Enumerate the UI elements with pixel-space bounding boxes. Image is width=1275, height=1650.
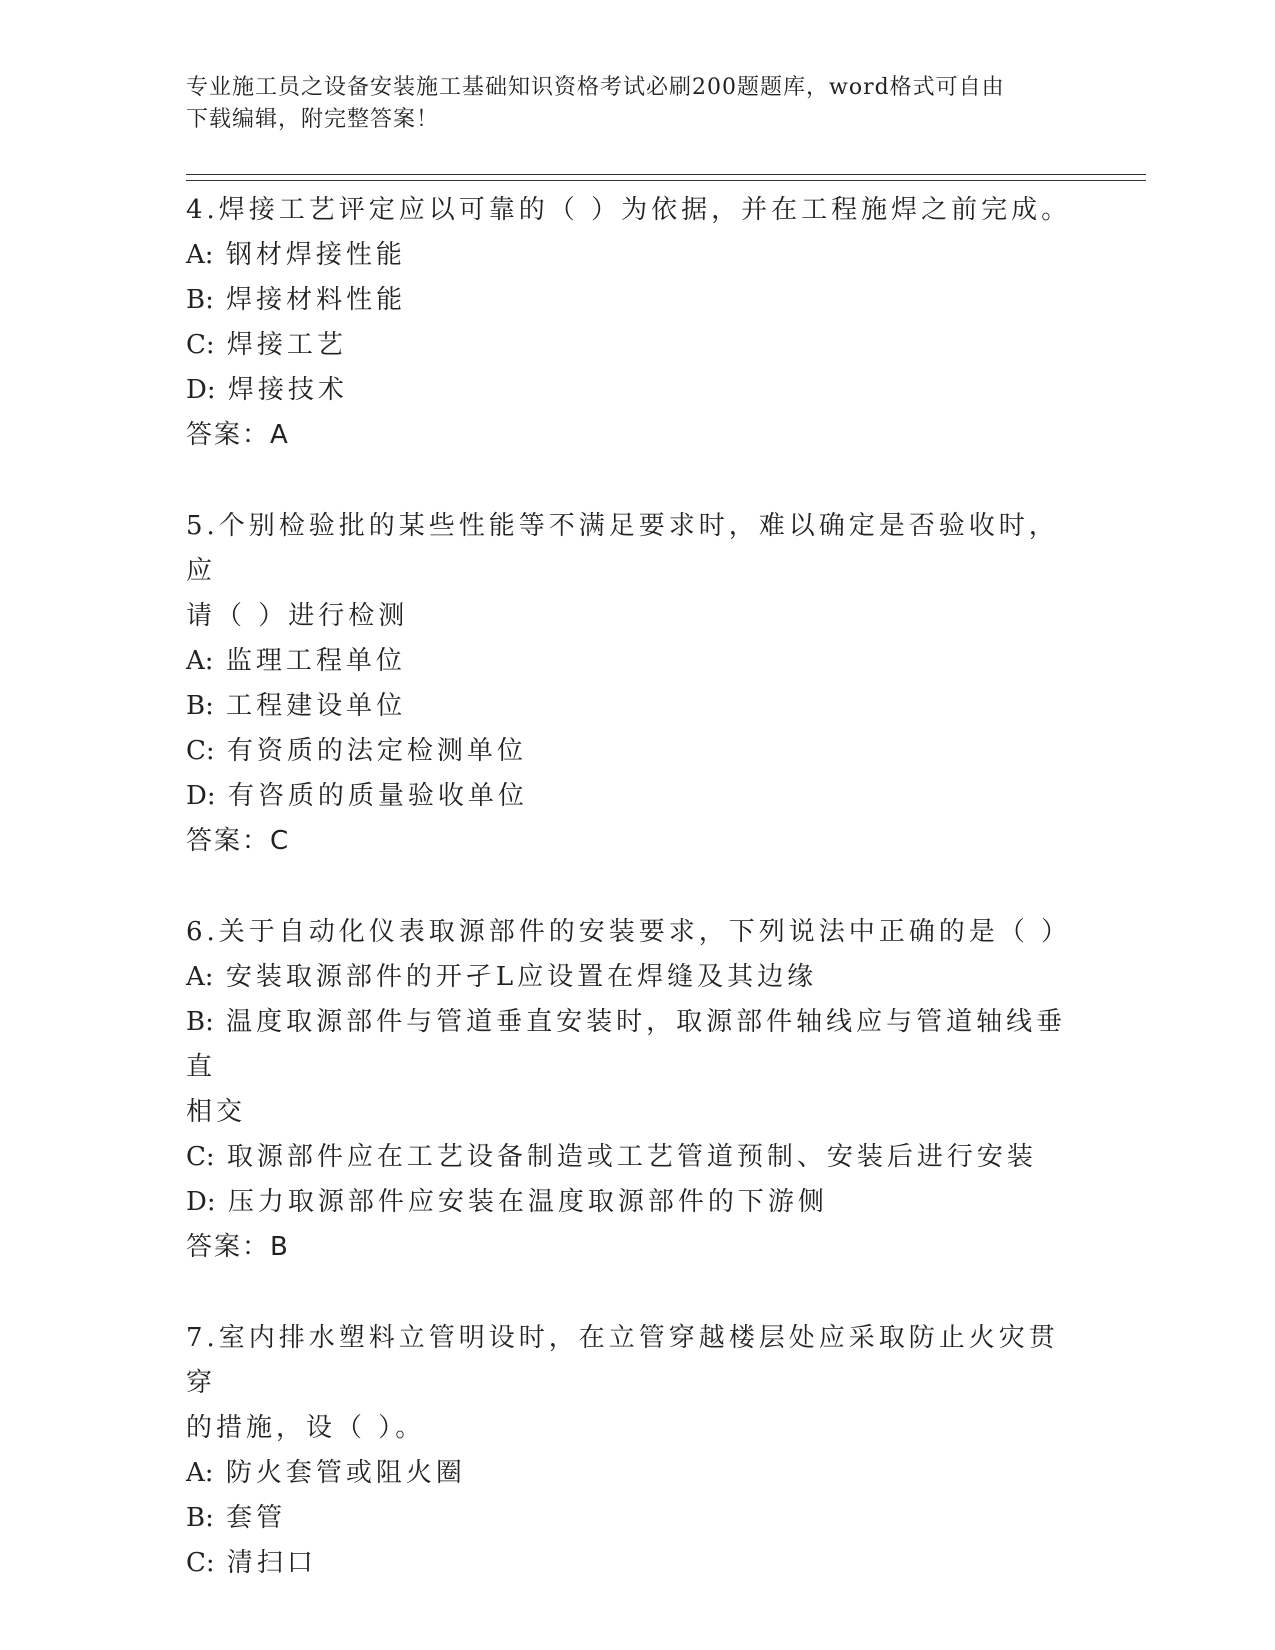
question-stem: 的措施，设（ ）。 (186, 1413, 426, 1443)
option-line (186, 1451, 1086, 1496)
option-letter: B: (186, 1007, 214, 1037)
header-line-1: 专业施工员之设备安装施工基础知识资格考试必刷200题题库，word格式可自由 (186, 75, 1005, 100)
option-line (186, 639, 1086, 684)
document-header (186, 72, 1066, 136)
option-text: 压力取源部件应安装在温度取源部件的下游侧 (227, 1187, 828, 1217)
question-stem: 7.室内排水塑料立管明设时，在立管穿越楼层处应采取防止火灾贯穿 (186, 1323, 1059, 1398)
question-stem: 请（ ）进行检测 (186, 601, 409, 631)
option-text: 钢材焊接性能 (225, 240, 406, 270)
answer-line: 答案：C (186, 826, 291, 856)
option-text: 防火套管或阻火圈 (225, 1458, 466, 1488)
question-stem: 4.焊接工艺评定应以可靠的（ ）为依据，并在工程施焊之前完成。 (186, 195, 1072, 225)
option-line (186, 323, 1086, 368)
option-line (186, 955, 1086, 1000)
option-letter: B: (186, 691, 214, 721)
question-item (186, 1316, 1086, 1586)
option-letter: D: (186, 781, 216, 811)
option-text: 焊接工艺 (226, 330, 347, 360)
header-line-2: 下载编辑，附完整答案！ (186, 107, 440, 132)
option-letter: C: (186, 1142, 215, 1172)
option-line (186, 368, 1086, 413)
option-line (186, 1541, 1086, 1586)
option-text: 温度取源部件与管道垂直安装时，取源部件轴线应与管道轴线垂直 (186, 1007, 1067, 1082)
option-line (186, 774, 1086, 819)
option-line (186, 684, 1086, 729)
header-rule-bottom (186, 180, 1146, 181)
option-text: 监理工程单位 (225, 646, 406, 676)
option-letter: D: (186, 1187, 216, 1217)
option-letter: D: (186, 375, 216, 405)
question-list (186, 188, 1086, 1632)
option-line (186, 233, 1086, 278)
option-text: 工程建设单位 (226, 691, 407, 721)
option-text: 有资质的法定检测单位 (226, 736, 527, 766)
question-stem: 6.关于自动化仪表取源部件的安装要求，下列说法中正确的是（ ） (186, 917, 1072, 947)
option-letter: A: (186, 240, 214, 270)
question-stem: 5.个别检验批的某些性能等不满足要求时，难以确定是否验收时，应 (186, 511, 1059, 586)
option-letter: C: (186, 330, 215, 360)
option-line (186, 1000, 1086, 1090)
question-item (186, 188, 1086, 458)
option-text: 焊接材料性能 (226, 285, 407, 315)
option-letter: A: (186, 962, 214, 992)
option-text: 有咨质的质量验收单位 (227, 781, 528, 811)
option-line (186, 278, 1086, 323)
option-letter: B: (186, 1503, 214, 1533)
option-text: 清扫口 (226, 1548, 317, 1578)
option-text: 焊接技术 (227, 375, 348, 405)
option-letter: A: (186, 1458, 214, 1488)
option-letter: B: (186, 285, 214, 315)
answer-line: 答案：B (186, 1232, 290, 1262)
option-line (186, 1496, 1086, 1541)
option-text: 取源部件应在工艺设备制造或工艺管道预制、安装后进行安装 (226, 1142, 1037, 1172)
option-line (186, 1135, 1086, 1180)
option-continuation: 相交 (186, 1097, 247, 1127)
option-letter: C: (186, 1548, 215, 1578)
question-item (186, 910, 1086, 1270)
option-line (186, 1180, 1086, 1225)
option-line (186, 729, 1086, 774)
option-letter: C: (186, 736, 215, 766)
question-item (186, 504, 1086, 864)
option-text: 套管 (226, 1503, 287, 1533)
option-letter: A: (186, 646, 214, 676)
answer-line: 答案：A (186, 420, 290, 450)
option-text: 安装取源部件的开孑L应设置在焊缝及其边缘 (225, 962, 818, 992)
header-rule-top (186, 174, 1146, 175)
